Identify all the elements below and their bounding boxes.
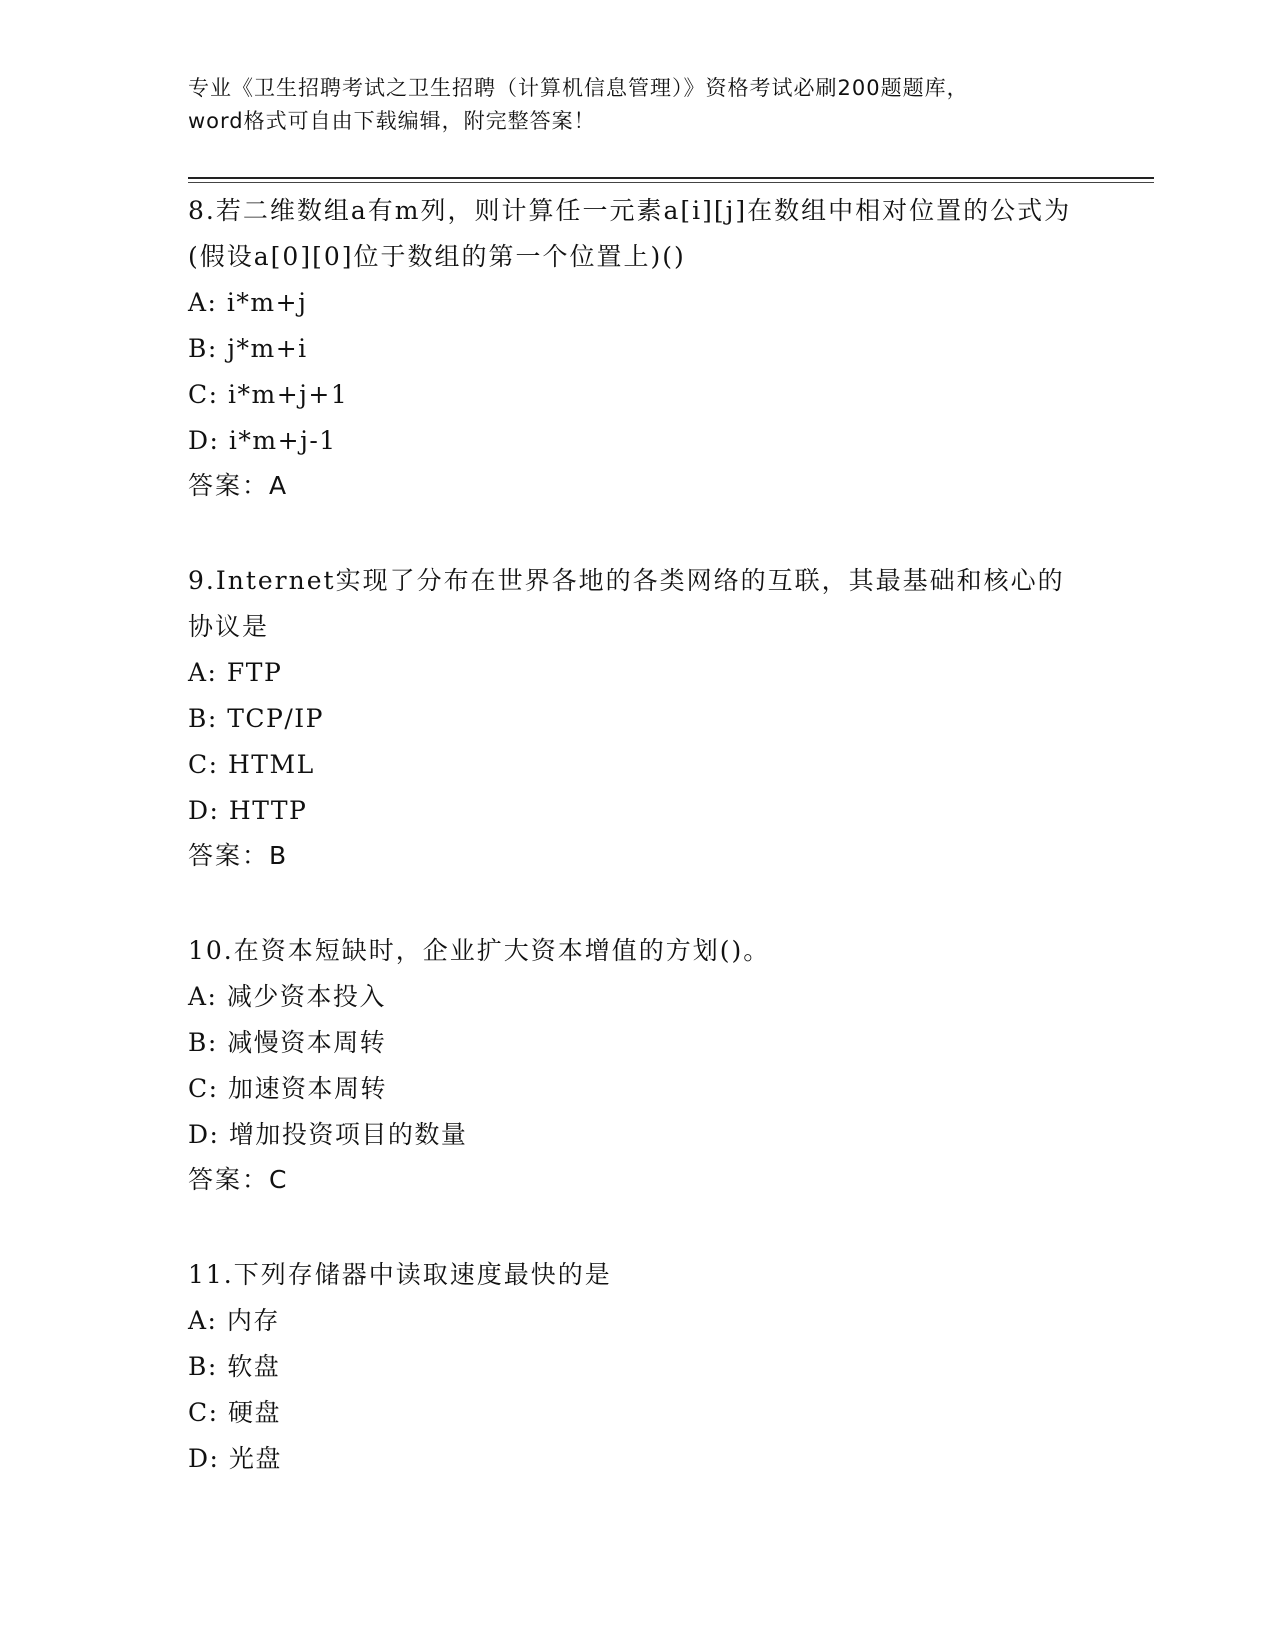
option-c: C: 硬盘 [188, 1398, 281, 1427]
header-divider-thin [188, 182, 1154, 183]
option-c: C: i*m+j+1 [188, 380, 349, 409]
option-a: A: 减少资本投入 [188, 982, 386, 1011]
option-d: D: HTTP [188, 796, 308, 825]
option-a: A: 内存 [188, 1306, 280, 1335]
question-10 [188, 928, 1088, 1202]
option-c: C: 加速资本周转 [188, 1074, 387, 1103]
question-text: 11.下列存储器中读取速度最快的是 [188, 1260, 612, 1289]
question-11 [188, 1252, 1088, 1482]
option-d: D: i*m+j-1 [188, 426, 337, 455]
option-a: A: FTP [188, 658, 283, 687]
option-a: A: i*m+j [188, 288, 308, 317]
question-9 [188, 558, 1088, 878]
option-d: D: 光盘 [188, 1444, 282, 1473]
answer-line: 答案：A [188, 471, 289, 500]
option-d: D: 增加投资项目的数量 [188, 1120, 468, 1149]
option-b: B: TCP/IP [188, 704, 324, 733]
option-b: B: 软盘 [188, 1352, 281, 1381]
question-text: 10.在资本短缺时，企业扩大资本增值的方划()。 [188, 936, 771, 965]
document-header [188, 72, 1088, 138]
header-line-1: 专业《卫生招聘考试之卫生招聘（计算机信息管理）》资格考试必刷200题题库， [188, 76, 969, 100]
answer-line: 答案：C [188, 1165, 289, 1194]
answer-line: 答案：B [188, 841, 289, 870]
question-8 [188, 188, 1088, 508]
option-b: B: j*m+i [188, 334, 308, 363]
question-text: 9.Internet实现了分布在世界各地的各类网络的互联，其最基础和核心的协议是 [188, 566, 1065, 641]
option-b: B: 减慢资本周转 [188, 1028, 387, 1057]
header-line-2: word格式可自由下载编辑，附完整答案！ [188, 109, 596, 133]
question-list [188, 188, 1088, 1532]
header-divider [188, 177, 1154, 179]
question-text: 8.若二维数组a有m列，则计算任一元素a[i][j]在数组中相对位置的公式为(假设a[0][0]位于数组的第一个位置上)() [188, 196, 1072, 271]
option-c: C: HTML [188, 750, 315, 779]
